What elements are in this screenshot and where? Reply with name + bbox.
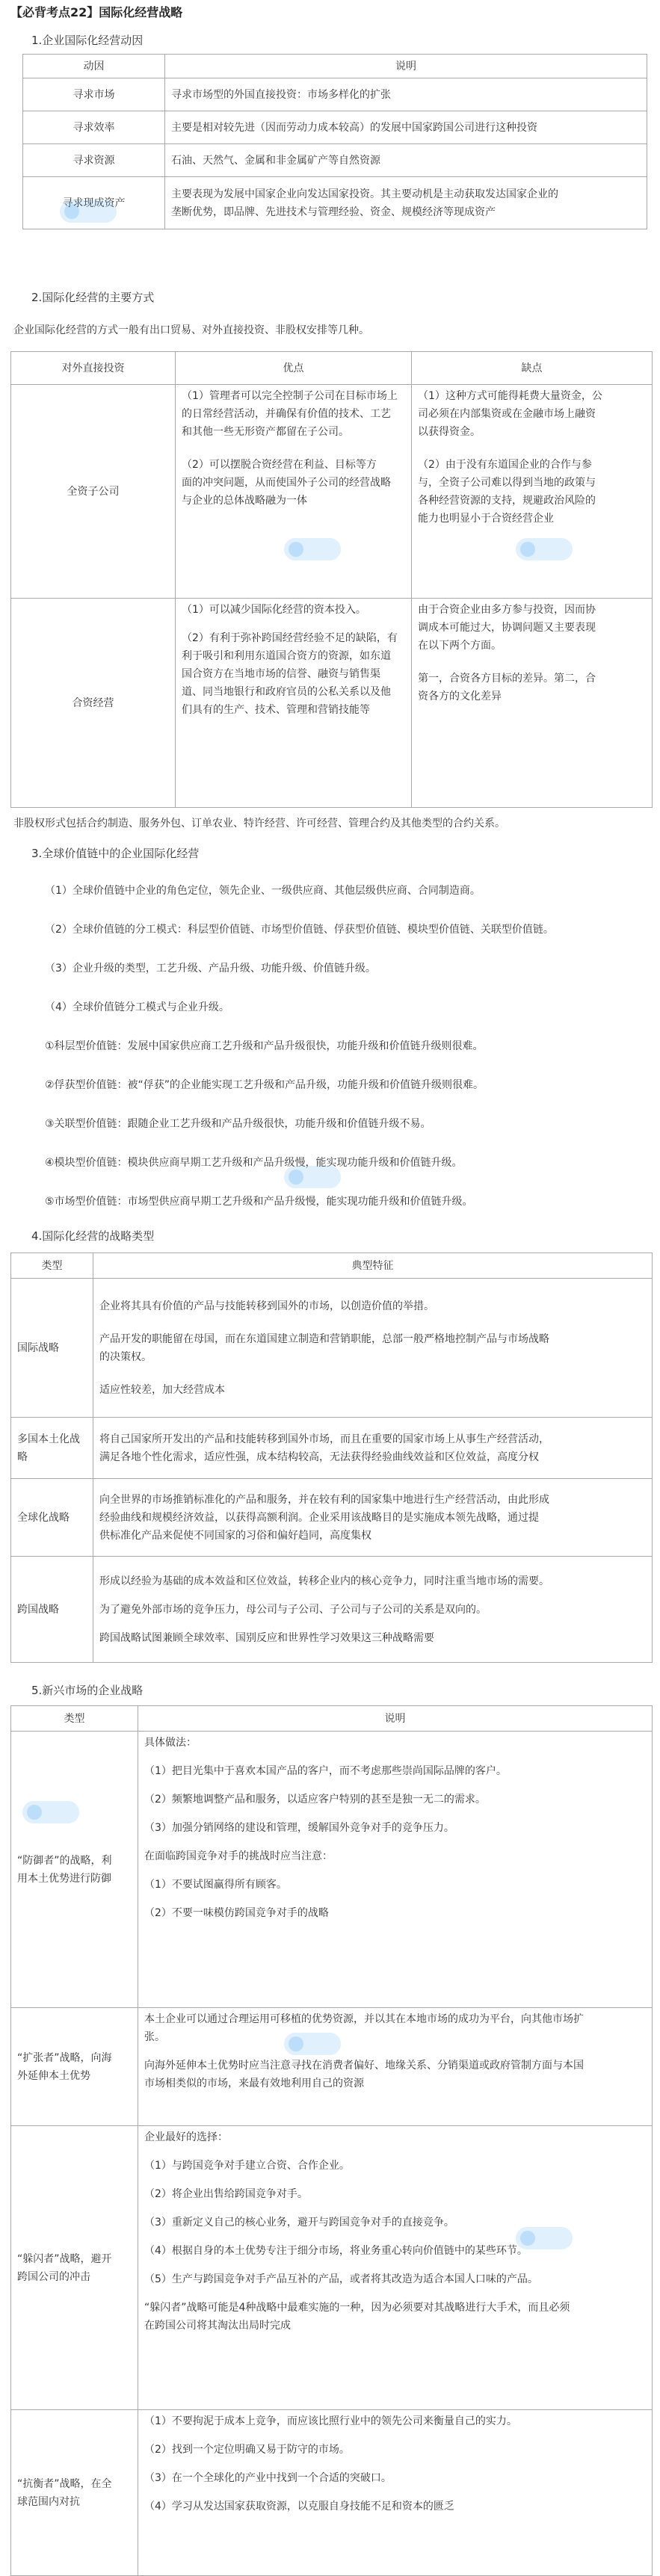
dis-line: 能力也明显小于合资经营企业 <box>418 513 554 525</box>
em-desc-line: （3）重新定义自己的核心业务，避开与跨国竞争对手的直接竞争。 <box>144 2217 454 2228</box>
em-desc-line: （4）根据自身的本土优势专注于细分市场，将业务重心转向价值链中的某些环节。 <box>144 2245 528 2257</box>
feature-line: 形成以经验为基础的成本效益和区位效益，转移企业内的核心竞争力，同时注重当地市场的需要。 <box>99 1575 549 1587</box>
dis-line: （2）由于没有东道国企业的合作与参 <box>418 459 592 471</box>
em-desc-line: 本土企业可以通过合理运用可移植的优势资源，并以其在本地市场的成功为平台，向其他市场扩 <box>144 2013 584 2025</box>
motive-desc-cell: 主要是相对较先进（因而劳动力成本较高）的发展中国家跨国公司进行这种投资 <box>165 111 647 144</box>
dis-line: 第一，合资各方目标的差异。第二，合 <box>418 673 596 685</box>
motives-table <box>22 54 647 229</box>
em-strategy-label: “躲闪者”战略，避开 <box>17 2252 112 2265</box>
em-desc-cell <box>138 2126 653 2410</box>
feature-line: 将自己国家所开发出的产品和技能转移到国外市场，而且在重要的国家市场上从事生产经营活动， <box>99 1433 549 1445</box>
dis-line: 在以下两个方面。 <box>418 640 502 652</box>
feature-line: 为了避免外部市场的竞争压力，母公司与子公司、子公司与子公司的关系是双向的。 <box>99 1603 487 1616</box>
table-row <box>11 1279 653 1418</box>
gvc-item: ④模块型价值链：模块供应商早期工艺升级和产品升级慢，能实现功能升级和价值链升级。 <box>45 1157 463 1169</box>
table-row <box>23 177 647 229</box>
section-heading-emerging-markets: 5.新兴市场的企业战略 <box>31 1684 144 1697</box>
gvc-item: （3）企业升级的类型，工艺升级、产品升级、功能升级、价值链升级。 <box>45 963 376 975</box>
section-heading-strategy-types: 4.国际化经营的战略类型 <box>31 1229 155 1243</box>
gvc-item: ①科层型价值链：发展中国家供应商工艺升级和产品升级很快，功能升级和价值链升级则很难。 <box>45 1040 484 1052</box>
adv-cell <box>176 599 412 808</box>
adv-line: 与企业的总体战略融为一体 <box>182 495 307 507</box>
em-strategy-cell <box>11 2410 138 2576</box>
em-desc-line: （2）将企业出售给跨国竞争对手。 <box>144 2188 308 2200</box>
em-strategy-cell <box>11 2008 138 2126</box>
em-desc-line: （2）频繁地调整产品和服务，以适应客户特别的甚至是独一无二的需求。 <box>144 1794 486 1806</box>
gvc-item: ③关联型价值链：跟随企业工艺升级和产品升级很快，功能升级和价值链升级不易。 <box>45 1118 431 1130</box>
table-row <box>11 1557 653 1663</box>
em-strategy-cell <box>11 1732 138 2008</box>
fdi-type-cell: 合资经营 <box>11 599 176 808</box>
feature-line: 满足各地个性化需求，适应性强，成本结构较高，无法获得经验曲线效益和区位效益，高度分权 <box>99 1451 539 1463</box>
table-row <box>23 111 647 144</box>
em-desc-line: （5）生产与跨国竞争对手产品互补的产品，或者将其改造为适合本国人口味的产品。 <box>144 2273 538 2285</box>
dis-line: 与，全资子公司难以得到当地的政策与 <box>418 477 596 489</box>
em-desc-line: 在面临跨国竞争对手的挑战时应当注意： <box>144 1850 333 1862</box>
motive-cell: 寻求效率 <box>23 111 165 144</box>
em-desc-cell <box>138 2008 653 2126</box>
feature-line: 的决策权。 <box>99 1350 152 1363</box>
table-row <box>11 1479 653 1557</box>
adv-line: （2）有利于弥补跨国经营经验不足的缺陷，有 <box>182 632 398 644</box>
em-strategy-label: 跨国公司的冲击 <box>17 2270 90 2283</box>
em-strategy-label: “扩张者”战略，向海 <box>17 2051 112 2064</box>
table-header-desc: 说明 <box>165 55 647 78</box>
table-row <box>11 2126 653 2410</box>
table-header-adv: 优点 <box>176 352 412 385</box>
em-desc-line: 企业最好的选择： <box>144 2131 228 2143</box>
strategy-type-cell: 全球化战略 <box>11 1479 93 1557</box>
gvc-item: （2）全球价值链的分工模式：科层型价值链、市场型价值链、俘获型价值链、模块型价值链、关联型价值链。 <box>45 924 554 936</box>
em-strategy-label: “抗衡者”战略，在全 <box>17 2477 112 2490</box>
gvc-item: （4）全球价值链分工模式与企业升级。 <box>45 1001 229 1013</box>
em-strategy-label: 用本土优势进行防御 <box>17 1872 111 1885</box>
dis-line: 司必须在内部集资或在金融市场上融资 <box>418 408 596 420</box>
dis-cell <box>412 385 653 599</box>
em-desc-line: （2）不要一味模仿跨国竞争对手的战略 <box>144 1907 329 1919</box>
section-heading-gvc: 3.全球价值链中的企业国际化经营 <box>31 847 200 860</box>
feature-line: 适应性较差，加大经营成本 <box>99 1383 225 1396</box>
em-desc-line: （3）在一个全球化的产业中找到一个合适的突破口。 <box>144 2472 392 2484</box>
gvc-item: （1）全球价值链中企业的角色定位，领先企业、一级供应商、其他层级供应商、合同制造商。 <box>45 885 481 897</box>
strategy-type-cell: 多国本土化战略 <box>11 1418 93 1479</box>
motive-desc-cell: 寻求市场型的外国直接投资：市场多样化的扩张 <box>165 78 647 111</box>
feature-line: 向全世界的市场推销标准化的产品和服务，并在较有利的国家集中地进行生产经营活动，由此形成 <box>99 1493 549 1506</box>
em-desc-cell <box>138 1732 653 2008</box>
dis-line: 以获得资金。 <box>418 426 481 438</box>
em-desc-line: 具体做法： <box>144 1737 197 1749</box>
em-strategy-cell <box>11 2126 138 2410</box>
dis-line: 各种经营资源的支持，规避政治风险的 <box>418 495 596 507</box>
table-row <box>11 385 653 599</box>
adv-line: （2）可以摆脱合资经营在利益、目标等方 <box>182 459 377 471</box>
table-row <box>11 1418 653 1479</box>
em-strategy-label: “防御者”的战略，利 <box>17 1854 112 1867</box>
motive-cell: 寻求现成资产 <box>23 177 165 229</box>
table-header-motive: 动因 <box>23 55 165 78</box>
gvc-item: ②俘获型价值链：被“俘获”的企业能实现工艺升级和产品升级，功能升级和价值链升级则很难。 <box>45 1079 484 1091</box>
motive-cell: 寻求资源 <box>23 144 165 177</box>
strategy-types-table <box>10 1253 653 1663</box>
em-desc-cell <box>138 2410 653 2576</box>
fdi-table <box>10 351 653 808</box>
strategy-type-cell: 国际战略 <box>11 1279 93 1418</box>
strategy-feature-cell <box>93 1418 653 1479</box>
adv-line: 道、同当地银行和政府官员的公私关系以及他 <box>182 686 391 698</box>
feature-line: 产品开发的职能留在母国，而在东道国建立制造和营销职能，总部一般严格地控制产品与市场战略 <box>99 1332 549 1345</box>
motive-desc-cell: 石油、天然气、金属和非金属矿产等自然资源 <box>165 144 647 177</box>
adv-line: （1）管理者可以完全控制子公司在目标市场上 <box>182 390 398 402</box>
feature-line: 跨国战略试图兼顾全球效率、国别反应和世界性学习效果这三种战略需要 <box>99 1631 434 1644</box>
em-desc-line: 张。 <box>144 2031 165 2043</box>
table-header-feature: 典型特征 <box>93 1253 653 1279</box>
table-row <box>23 78 647 111</box>
adv-line: 的日常经营活动，并确保有价值的技术、工艺 <box>182 408 391 420</box>
strategy-feature-cell <box>93 1279 653 1418</box>
table-row <box>11 1732 653 2008</box>
adv-line: 和其他一些无形资产都留在子公司。 <box>182 426 349 438</box>
dis-line: 调成本可能过大，协调问题又主要表现 <box>418 622 596 634</box>
strategy-feature-cell <box>93 1479 653 1557</box>
page-title: 【必背考点22】国际化经营战略 <box>10 5 183 19</box>
strategy-type-cell: 跨国战略 <box>11 1557 93 1663</box>
em-desc-line: 在跨国公司将其淘汰出局时完成 <box>144 2320 291 2332</box>
table-header-type: 类型 <box>11 1253 93 1279</box>
em-desc-line: （1）不要试图赢得所有顾客。 <box>144 1879 287 1891</box>
adv-line: 们具有的生产、技术、管理和营销技能等 <box>182 704 370 716</box>
desc-line: 垄断优势，即品牌、先进技术与管理经验、资金、规模经济等现成资产 <box>171 206 496 218</box>
section-heading-motives: 1.企业国际化经营动因 <box>31 34 144 47</box>
adv-line: （1）可以减少国际化经营的资本投入。 <box>182 604 366 616</box>
emerging-markets-table <box>10 1705 653 2576</box>
dis-line: 资各方的文化差异 <box>418 691 502 702</box>
adv-line: 国合资方在当地市场的信誉、融资与销售渠 <box>182 668 380 680</box>
feature-line: 企业将其具有价值的产品与技能转移到国外的市场，以创造价值的举措。 <box>99 1300 434 1312</box>
table-header-desc: 说明 <box>138 1706 653 1732</box>
strategy-feature-cell <box>93 1557 653 1663</box>
gvc-item: ⑤市场型价值链：市场型供应商早期工艺升级和产品升级慢，能实现功能升级和价值链升级。 <box>45 1196 473 1208</box>
feature-line: 经验曲线和规模经济效益，以获得高额利润。企业采用该战略目的是实施成本领先战略，通过提 <box>99 1511 539 1524</box>
em-strategy-label: 外延伸本土优势 <box>17 2069 90 2082</box>
em-desc-line: “躲闪者”战略可能是4种战略中最难实施的一种，因为必须要对其战略进行大手术，而且必须 <box>144 2302 570 2314</box>
dis-cell <box>412 599 653 808</box>
table-header-dis: 缺点 <box>412 352 653 385</box>
table-row <box>11 2410 653 2576</box>
em-strategy-label: 球范围内对抗 <box>17 2495 80 2508</box>
em-desc-line: （1）把目光集中于喜欢本国产品的客户，而不考虑那些崇尚国际品牌的客户。 <box>144 1765 507 1777</box>
feature-line: 供标准化产品来促使不同国家的习俗和偏好趋同，高度集权 <box>99 1529 371 1542</box>
adv-line: 面的冲突问题，从而使国外子公司的经营战略 <box>182 477 391 489</box>
em-desc-line: （1）不要拘泥于成本上竞争，而应该比照行业中的领先公司来衡量自己的实力。 <box>144 2415 517 2427</box>
em-desc-line: （3）加强分销网络的建设和管理，缓解国外竞争对手的竞争压力。 <box>144 1822 454 1834</box>
table-row <box>23 144 647 177</box>
em-desc-line: 向海外延伸本土优势时应当注意寻找在消费者偏好、地缘关系、分销渠道或政府管制方面与本国 <box>144 2060 584 2072</box>
methods-intro: 企业国际化经营的方式一般有出口贸易、对外直接投资、非股权安排等几种。 <box>13 324 369 336</box>
adv-cell <box>176 385 412 599</box>
table-row <box>11 599 653 808</box>
em-desc-line: （1）与跨国竞争对手建立合资、合作企业。 <box>144 2160 350 2172</box>
table-header-fdi: 对外直接投资 <box>11 352 176 385</box>
em-desc-line: （2）找到一个定位明确又易于防守的市场。 <box>144 2444 350 2456</box>
motive-desc-cell <box>165 177 647 229</box>
em-desc-line: （4）学习从发达国家获取资源，以克服自身技能不足和资本的匮乏 <box>144 2501 454 2512</box>
table-header-type: 类型 <box>11 1706 138 1732</box>
dis-line: （1）这种方式可能得耗费大量资金，公 <box>418 390 602 402</box>
section-heading-methods: 2.国际化经营的主要方式 <box>31 291 155 304</box>
motive-cell: 寻求市场 <box>23 78 165 111</box>
table-row <box>11 2008 653 2126</box>
adv-line: 利于吸引和利用东道国合资方的资源，如东道 <box>182 650 391 662</box>
non-equity-note: 非股权形式包括合约制造、服务外包、订单农业、特许经营、许可经营、管理合约及其他类型的合约关系。 <box>13 818 505 830</box>
dis-line: 由于合资企业由多方参与投资，因而协 <box>418 604 596 616</box>
fdi-type-cell: 全资子公司 <box>11 385 176 599</box>
desc-line: 主要表现为发展中国家企业向发达国家投资。其主要动机是主动获取发达国家企业的 <box>171 188 558 200</box>
em-desc-line: 市场相类似的市场，来最有效地利用自己的资源 <box>144 2078 364 2089</box>
